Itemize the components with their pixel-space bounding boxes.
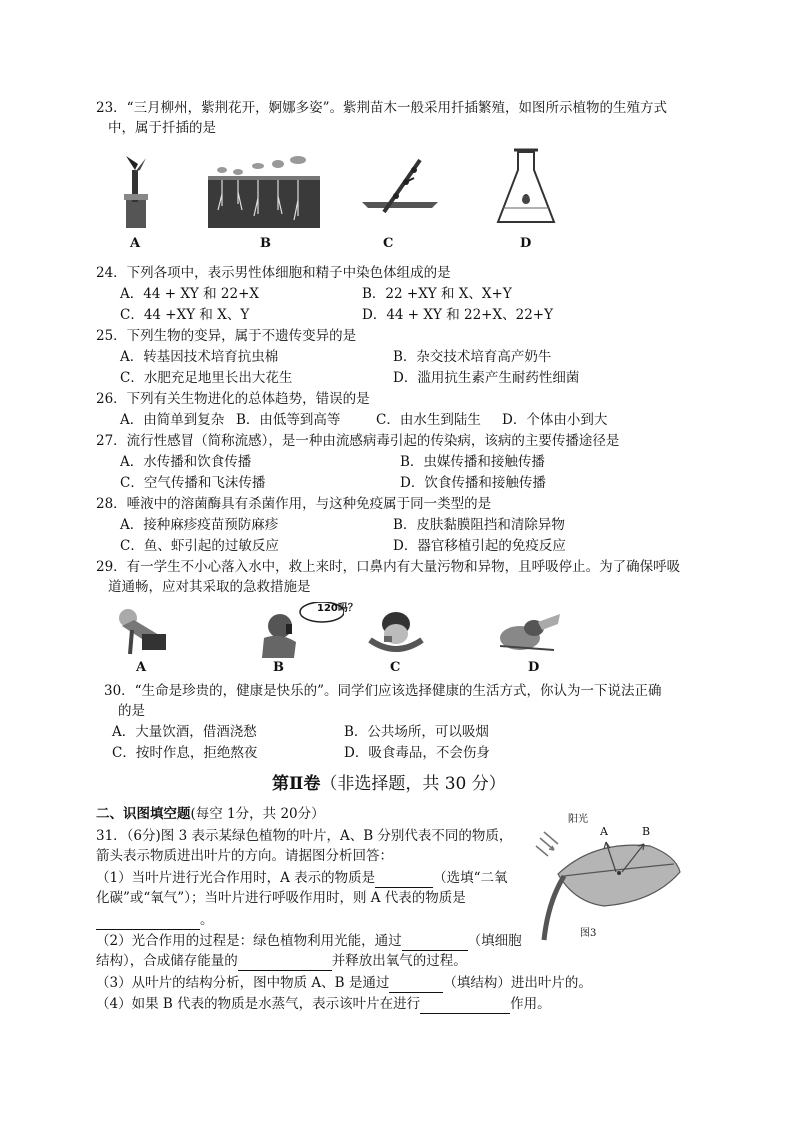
q26-option-d: D．个体由小到大 — [502, 412, 608, 428]
q31-part2-line1 — [96, 931, 522, 951]
part-two-title-bold: 第Ⅱ卷 — [272, 774, 321, 794]
first-aid-figure-a — [112, 604, 172, 656]
q30-option-c: C．按时作息，拒绝熬夜 — [112, 745, 258, 761]
q25-option-d: D．滥用抗生素产生耐药性细菌 — [393, 370, 580, 386]
q31-part1-line3 — [96, 910, 214, 930]
q28-option-d: D．器官移植引起的免疫反应 — [393, 538, 566, 554]
q31-part3-line — [96, 973, 592, 993]
q29-phone-bubble-text: 120吗？ — [317, 603, 358, 614]
q31-part1-text-d: 。 — [200, 912, 214, 928]
q28-stem: 28．唾液中的溶菌酶具有杀菌作用，与这种免疫属于同一类型的是 — [96, 496, 492, 512]
q31-part4-text-a: （4）如果 B 代表的物质是水蒸气，表示该叶片在进行 — [96, 996, 421, 1012]
q31-part4-line — [96, 994, 551, 1014]
q27-stem: 27．流行性感冒（简称流感），是一种由流感病毒引起的传染病，该病的主要传播途径是 — [96, 433, 620, 449]
q23-label-d: D — [520, 236, 532, 251]
q29-stem-line1: 29．有一学生不小心落入水中，救上来时，口鼻内有大量污物和异物，且呼吸停止。为了确保呼吸 — [96, 559, 681, 575]
q31-blank-3[interactable] — [402, 936, 468, 951]
q31-part4-text-b: 作用。 — [510, 996, 551, 1012]
q31-part1-text-a: （1）当叶片进行光合作用时，A 表示的物质是 — [96, 870, 376, 886]
q26-option-b: B．由低等到高等 — [236, 412, 341, 428]
q30-option-d: D．吸食毒品，不会伤身 — [344, 745, 490, 761]
q23-label-c: C — [383, 236, 394, 251]
q23-stem-line1: 23．“三月柳州，紫荆花开，婀娜多姿”。紫荆苗木一般采用扦插繁殖，如图所示植物的生殖方式 — [96, 100, 667, 116]
q25-stem: 25．下列生物的变异，属于不遗传变异的是 — [96, 328, 357, 344]
q25-option-a: A．转基因技术培育抗虫棉 — [120, 349, 279, 365]
q30-option-a: A．大量饮酒，借酒浇愁 — [112, 724, 257, 740]
q28-option-a: A．接种麻疹疫苗预防麻疹 — [120, 517, 279, 533]
q31-blank-2[interactable] — [96, 915, 200, 930]
q25-option-b: B．杂交技术培育高产奶牛 — [393, 349, 552, 365]
part-two-title — [272, 772, 506, 796]
q30-stem-line2: 的是 — [118, 703, 145, 719]
grafting-figure-c — [362, 156, 438, 222]
first-aid-figure-d — [494, 610, 564, 654]
q27-option-b: B．虫媒传播和接触传播 — [400, 454, 545, 470]
q24-option-a: A．44 + XY 和 22+X — [120, 286, 260, 302]
q31-part1-line1 — [96, 868, 508, 888]
section-two-heading — [96, 804, 325, 824]
q31-part2-text-c: 结构），合成储存能量的 — [96, 953, 238, 969]
q31-part3-text-a: （3）从叶片的结构分析，图中物质 A、B 是通过 — [96, 975, 390, 991]
section-two-heading-bold: 二、识图填空题 — [96, 806, 191, 822]
q29-label-c: C — [390, 660, 401, 675]
q31-stem-line2: 箭头表示物质进出叶片的方向。请据图分析回答： — [96, 848, 393, 864]
q31-blank-6[interactable] — [420, 999, 510, 1014]
q29-stem-line2: 道通畅，应对其采取的急救措施是 — [108, 579, 311, 595]
q29-label-b: B — [273, 660, 284, 675]
seedlings-figure-b — [208, 154, 320, 228]
q31-part2-text-d: 并释放出氧气的过程。 — [331, 953, 467, 969]
part-two-title-rest: （非选择题，共 30 分） — [320, 774, 506, 794]
q31-blank-4[interactable] — [238, 956, 332, 971]
q28-option-c: C．鱼、虾引起的过敏反应 — [120, 538, 279, 554]
q29-label-d: D — [528, 660, 540, 675]
q31-part2-text-a: （2）光合作用的过程是：绿色植物利用光能，通过 — [96, 933, 402, 949]
q26-stem: 26．下列有关生物进化的总体趋势，错误的是 — [96, 391, 370, 407]
q24-stem: 24．下列各项中，表示男性体细胞和精子中染色体组成的是 — [96, 265, 451, 281]
q31-part2-line2 — [96, 951, 467, 971]
q27-option-c: C．空气传播和飞沫传播 — [120, 475, 266, 491]
q31-stem-line1: 31．（6分)图 3 表示某绿色植物的叶片，A、B 分别代表不同的物质， — [96, 828, 513, 844]
q27-option-d: D．饮食传播和接触传播 — [400, 475, 546, 491]
cutting-figure-a — [112, 150, 160, 230]
q31-part2-text-b: （填细胞 — [467, 933, 522, 949]
q31-part1-line2: 化碳”或“氧气”）；当叶片进行呼吸作用时，则 A 代表的物质是 — [96, 890, 466, 906]
q28-option-b: B．皮肤黏膜阻挡和清除异物 — [393, 517, 565, 533]
tissue-culture-flask-figure-d — [494, 148, 558, 228]
fig3-label-b: B — [642, 825, 651, 838]
q31-blank-1[interactable] — [375, 873, 433, 888]
q24-option-d: D．44 + XY 和 22+X、22+Y — [362, 307, 554, 323]
q23-label-a: A — [130, 236, 141, 251]
q23-label-b: B — [260, 236, 271, 251]
first-aid-figure-c — [362, 604, 428, 658]
fig3-caption: 图3 — [580, 928, 597, 939]
q26-option-a: A．由简单到复杂 — [120, 412, 225, 428]
q31-blank-5[interactable] — [389, 978, 443, 993]
q31-part1-text-b: （选填“二氧 — [433, 870, 508, 886]
leaf-diagram-figure-3 — [534, 816, 684, 948]
q25-option-c: C．水肥充足地里长出大花生 — [120, 370, 293, 386]
fig3-label-a: A — [600, 825, 608, 838]
q27-option-a: A．水传播和饮食传播 — [120, 454, 252, 470]
q24-option-c: C．44 +XY 和 X、Y — [120, 307, 250, 323]
q24-option-b: B．22 +XY 和 X、X+Y — [362, 286, 512, 302]
q23-stem-line2: 中，属于扦插的是 — [108, 120, 216, 136]
fig3-sunlight-label: 阳光 — [568, 814, 588, 825]
q29-label-a: A — [136, 660, 147, 675]
q31-part3-text-b: （填结构）进出叶片的。 — [443, 975, 592, 991]
q30-stem-line1: 30．“生命是珍贵的，健康是快乐的”。同学们应该选择健康的生活方式，你认为一下说法正确 — [104, 683, 662, 699]
q30-option-b: B．公共场所，可以吸烟 — [344, 724, 489, 740]
q26-option-c: C．由水生到陆生 — [376, 412, 481, 428]
section-two-heading-rest: (每空 1分，共 20分） — [190, 806, 325, 822]
